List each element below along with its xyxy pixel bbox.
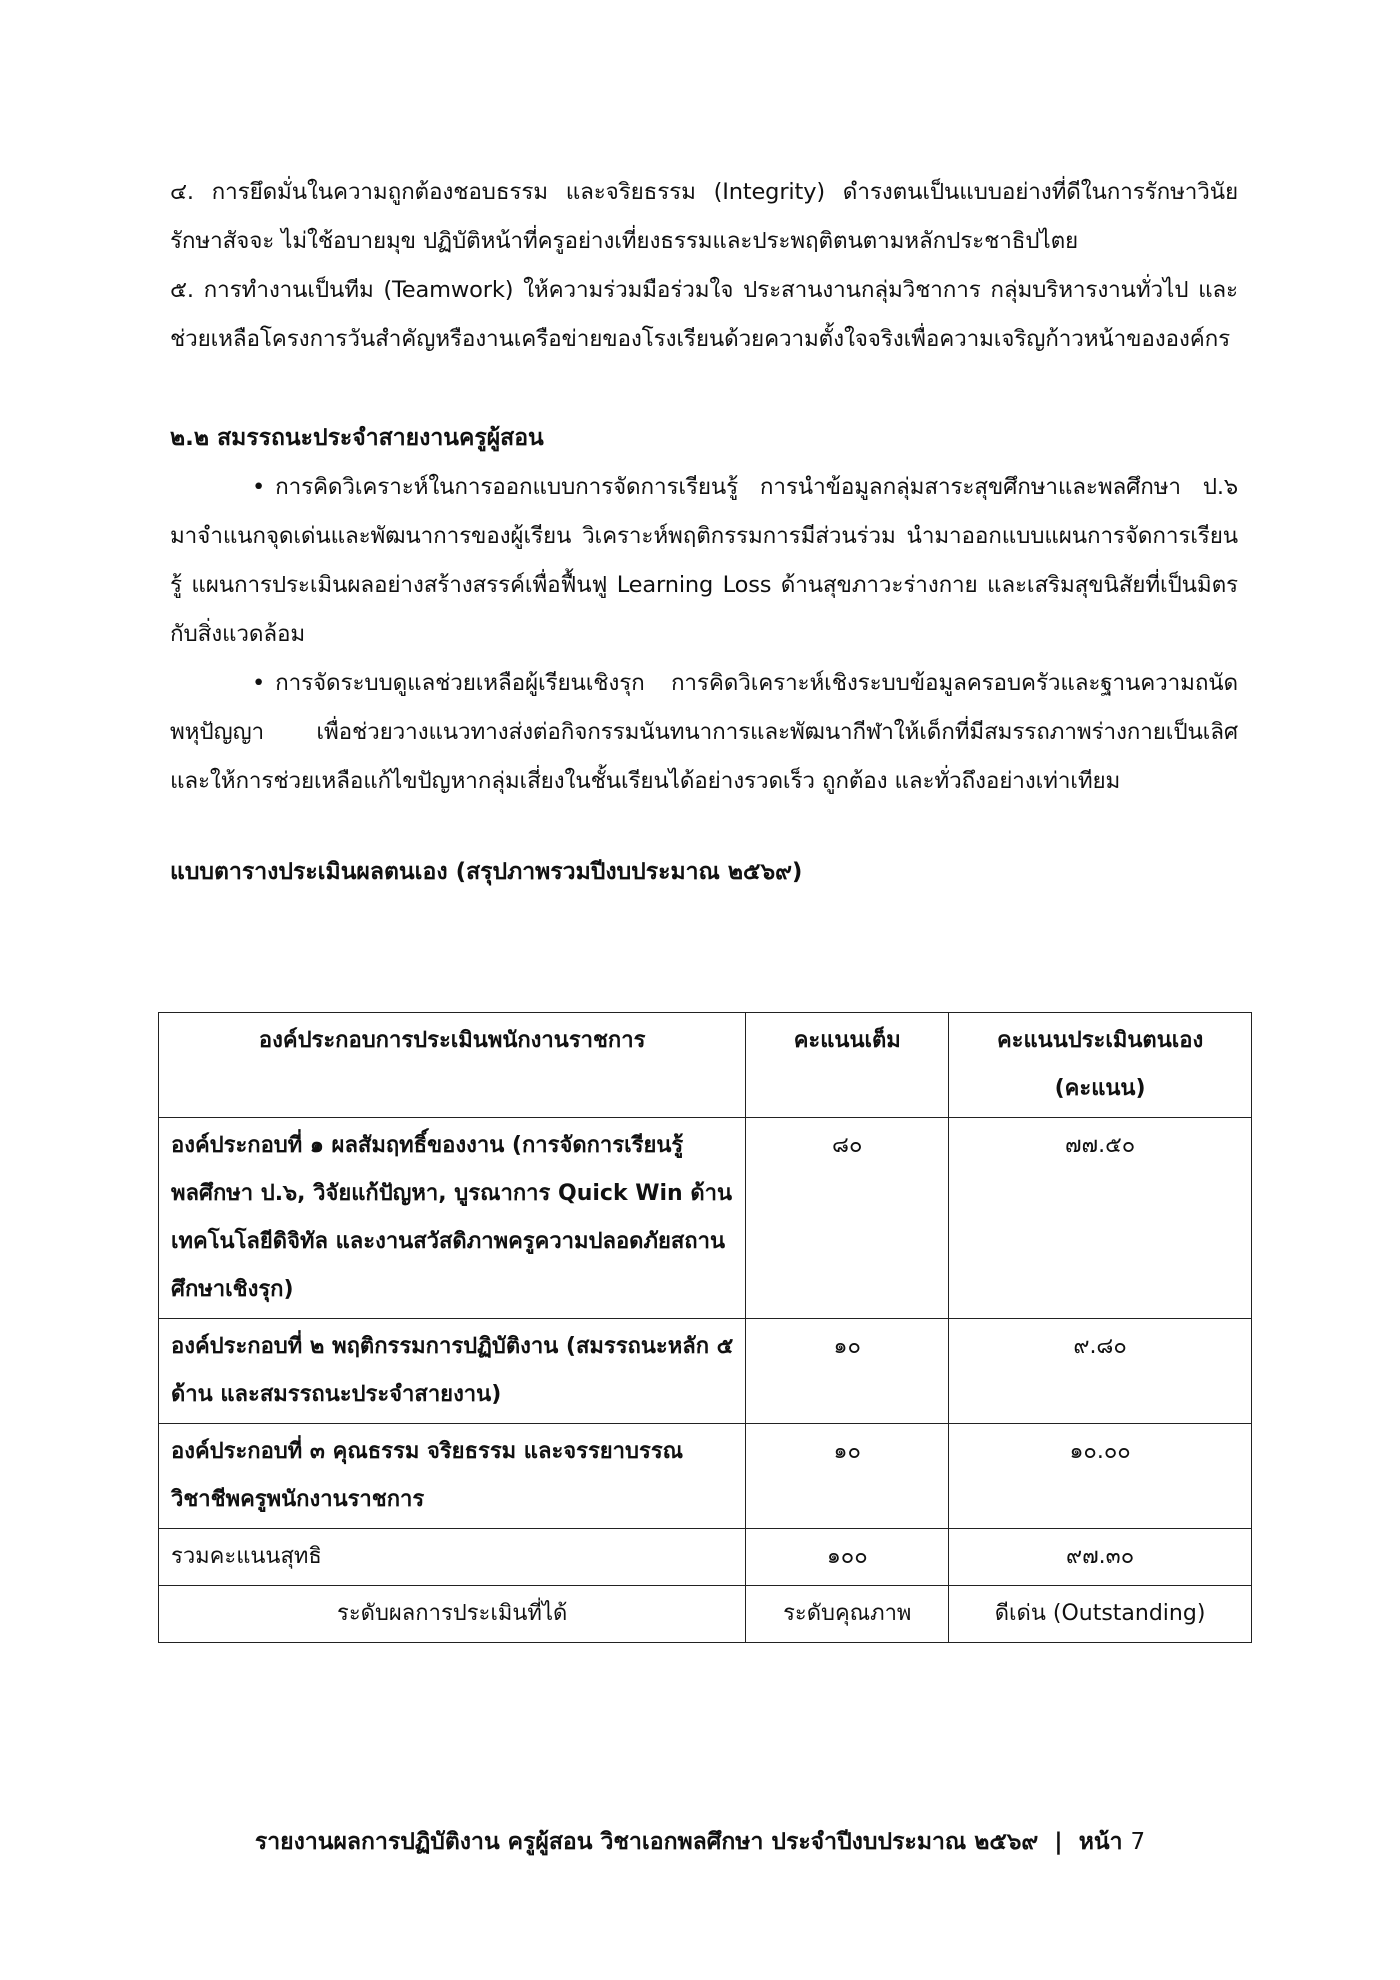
total-label-cell: รวมคะแนนสุทธิ bbox=[159, 1529, 746, 1586]
paragraph-integrity: ๔. การยึดมั่นในความถูกต้องชอบธรรม และจริยธรรม (Integrity) ดำรงตนเป็นแบบอย่างที่ดีในการรักษาวินัย รักษาสัจจะ ไม่ใช้อบายมุข ปฏิบัติหน้าที่ครูอย่างเที่ยงธรรมและประพฤติตนตามหลักประชาธิปไตย bbox=[170, 179, 1238, 254]
section-heading: ๒.๒ สมรรถนะประจำสายงานครูผู้สอน bbox=[170, 425, 544, 451]
page-number: 7 bbox=[1130, 1829, 1146, 1855]
table-title: แบบตารางประเมินผลตนเอง (สรุปภาพรวมปีงบประมาณ ๒๕๖๙) bbox=[170, 859, 803, 885]
document-body bbox=[170, 168, 1238, 892]
self-score-cell: ๙๗.๓๐ bbox=[949, 1529, 1252, 1586]
table-header-row bbox=[159, 1013, 1252, 1118]
component-cell: องค์ประกอบที่ ๓ คุณธรรม จริยธรรม และจรรยาบรรณวิชาชีพครูพนักงานราชการ bbox=[159, 1424, 746, 1529]
self-score-cell: ๑๐.๐๐ bbox=[949, 1424, 1252, 1529]
page-label: หน้า bbox=[1078, 1829, 1123, 1855]
full-score-cell: ๘๐ bbox=[746, 1118, 949, 1319]
bullet-icon: • bbox=[252, 474, 266, 500]
footer-separator: | bbox=[1054, 1829, 1063, 1855]
self-score-cell: ๙.๘๐ bbox=[949, 1319, 1252, 1424]
table-row bbox=[159, 1424, 1252, 1529]
page-footer bbox=[0, 1822, 1400, 1862]
column-header: คะแนนเต็ม bbox=[746, 1013, 949, 1118]
footer-text: รายงานผลการปฏิบัติงาน ครูผู้สอน วิชาเอกพลศึกษา ประจำปีงบประมาณ ๒๕๖๙ bbox=[254, 1829, 1039, 1855]
component-cell: องค์ประกอบที่ ๑ ผลสัมฤทธิ์ของงาน (การจัดการเรียนรู้พลศึกษา ป.๖, วิจัยแก้ปัญหา, บูรณาการ Quick Win ด้านเทคโนโลยีดิจิทัล และงานสวัสดิภาพครูความปลอดภัยสถานศึกษาเชิงรุก) bbox=[159, 1118, 746, 1319]
column-header: องค์ประกอบการประเมินพนักงานราชการ bbox=[159, 1013, 746, 1118]
table-row bbox=[159, 1118, 1252, 1319]
full-score-cell: ๑๐๐ bbox=[746, 1529, 949, 1586]
bullet-icon: • bbox=[252, 670, 266, 696]
component-cell: องค์ประกอบที่ ๒ พฤติกรรมการปฏิบัติงาน (สมรรถนะหลัก ๕ ด้าน และสมรรถนะประจำสายงาน) bbox=[159, 1319, 746, 1424]
self-assessment-table bbox=[158, 1012, 1252, 1643]
full-score-cell: ๑๐ bbox=[746, 1319, 949, 1424]
quality-level-cell: ระดับคุณภาพ bbox=[746, 1586, 949, 1643]
bullet-text: การคิดวิเคราะห์ในการออกแบบการจัดการเรียนรู้ การนำข้อมูลกลุ่มสาระสุขศึกษาและพลศึกษา ป.๖ มาจำแนกจุดเด่นและพัฒนาการของผู้เรียน วิเคราะห์พฤติกรรมการมีส่วนร่วม นำมาออกแบบแผนการจัดการเรียนรู้ แผนการประเมินผลอย่างสร้างสรรค์เพื่อฟื้นฟู Learning Loss ด้านสุขภาวะร่างกาย และเสริมสุขนิสัยที่เป็นมิตรกับสิ่งแวดล้อม bbox=[170, 474, 1238, 647]
paragraph-teamwork: ๕. การทำงานเป็นทีม (Teamwork) ให้ความร่วมมือร่วมใจ ประสานงานกลุ่มวิชาการ กลุ่มบริหารงานทั่วไป และช่วยเหลือโครงการวันสำคัญหรืองานเครือข่ายของโรงเรียนด้วยความตั้งใจจริงเพื่อความเจริญก้าวหน้าขององค์กร bbox=[170, 277, 1238, 352]
result-label-cell: ระดับผลการประเมินที่ได้ bbox=[159, 1586, 746, 1643]
table-total-row bbox=[159, 1529, 1252, 1586]
bullet-item bbox=[170, 659, 1238, 806]
bullet-item bbox=[170, 463, 1238, 659]
table-row bbox=[159, 1319, 1252, 1424]
column-header: คะแนนประเมินตนเอง (คะแนน) bbox=[949, 1013, 1252, 1118]
self-score-cell: ๗๗.๕๐ bbox=[949, 1118, 1252, 1319]
full-score-cell: ๑๐ bbox=[746, 1424, 949, 1529]
table-result-row bbox=[159, 1586, 1252, 1643]
result-value-cell: ดีเด่น (Outstanding) bbox=[949, 1586, 1252, 1643]
bullet-text: การจัดระบบดูแลช่วยเหลือผู้เรียนเชิงรุก การคิดวิเคราะห์เชิงระบบข้อมูลครอบครัวและฐานความถนัดพหุปัญญา เพื่อช่วยวางแนวทางส่งต่อกิจกรรมนันทนาการและพัฒนากีฬาให้เด็กที่มีสมรรถภาพร่างกายเป็นเลิศ และให้การช่วยเหลือแก้ไขปัญหากลุ่มเสี่ยงในชั้นเรียนได้อย่างรวดเร็ว ถูกต้อง และทั่วถึงอย่างเท่าเทียม bbox=[170, 670, 1238, 794]
